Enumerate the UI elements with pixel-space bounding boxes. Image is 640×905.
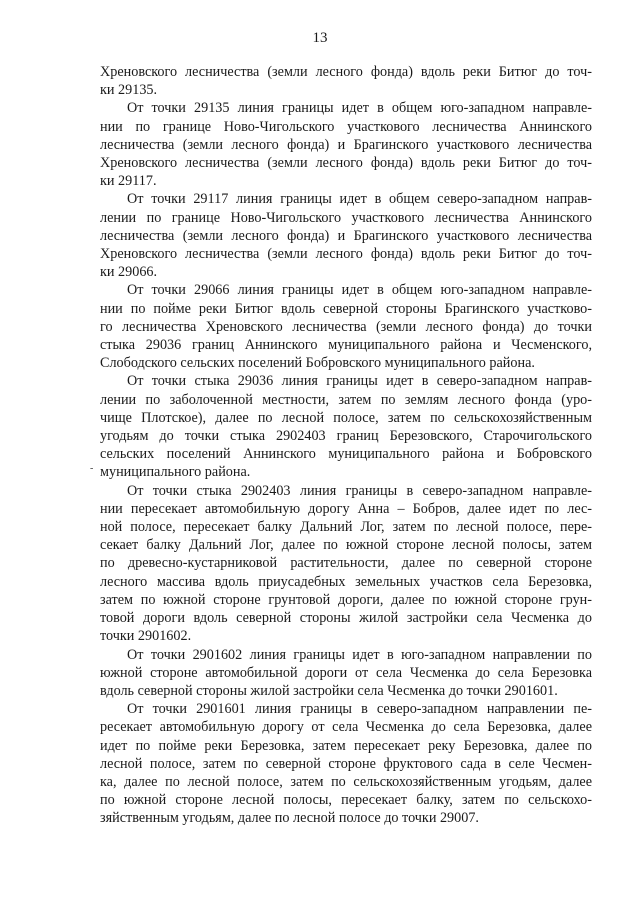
text-line: го лесничества Хреновского лесничества (земли лесного фонда) до точки (100, 318, 592, 335)
paragraph (100, 700, 592, 827)
document-body (100, 63, 592, 828)
paragraph (100, 482, 592, 646)
text-line: идет по пойме реки Березовка, затем пересекает реку Березовка, далее по (100, 737, 592, 754)
text-line: южной стороне автомобильной дороги от села Чесменка до села Березовка (100, 664, 592, 681)
text-line: От точки 29066 линия границы идет в общем юго-западном направле- (127, 282, 592, 299)
text-line: От точки 2901601 линия границы в северо-западном направлении пе- (127, 701, 592, 718)
text-line: лесничества (земли лесного фонда) и Брагинского участкового лесничества (100, 227, 592, 244)
text-line: ка, далее по лесной полосе, затем по сельскохозяйственным угодьям, далее (100, 773, 592, 790)
text-line: ресекает автомобильную дорогу от села Чесменка до села Березовка, далее (100, 719, 592, 736)
text-line: зяйственным угодьям, далее по лесной полосе до точки 29007. (100, 810, 479, 827)
paragraph (100, 281, 592, 372)
margin-mark: - (90, 463, 94, 474)
text-line: Хреновского лесничества (земли лесного фонда) вдоль реки Битюг до точ- (100, 64, 592, 80)
text-line: точки 2901602. (100, 628, 192, 645)
paragraph (100, 646, 592, 701)
text-line: Слободского сельских поселений Бобровского муниципального района. (100, 355, 535, 372)
text-line: товой дороги вдоль северной стороны жилой застройки села Чесменка до (100, 610, 592, 627)
page-number: 13 (312, 30, 328, 46)
text-line: Хреновского лесничества (земли лесного фонда) вдоль реки Битюг до точ- (100, 155, 592, 172)
text-line: лесничества (земли лесного фонда) и Брагинского участкового лесничества (100, 136, 592, 153)
text-line: по южной стороне лесной полосы, пересекает балку, затем по сельскохо- (100, 792, 592, 809)
text-line: От точки стыка 2902403 линия границы в северо-западном направле- (127, 482, 592, 499)
text-line: От точки стыка 29036 линия границы идет в северо-западном направ- (127, 373, 592, 390)
text-line: Хреновского лесничества (земли лесного фонда) вдоль реки Битюг до точ- (100, 246, 592, 263)
text-line: лении по границе Ново-Чигольского участкового лесничества Аннинского (100, 209, 592, 226)
text-line: лесной полосе, затем по северной стороне фруктового сада в селе Чесмен- (100, 755, 592, 772)
paragraph (100, 99, 592, 190)
text-line: нии по границе Ново-Чигольского участкового лесничества Аннинского (100, 118, 592, 135)
paragraph (100, 190, 592, 281)
text-line: ки 29117. (100, 173, 157, 190)
text-line: лении по заболоченной местности, затем по землям лесного фонда (уро- (100, 391, 592, 408)
text-line: От точки 29117 линия границы идет в общем северо-западном направ- (127, 191, 592, 208)
text-line: сельских поселений Аннинского муниципального района и Бобровского (100, 446, 592, 463)
text-line: нии по пойме реки Битюг вдоль северной стороны Брагинского участково- (100, 300, 592, 317)
text-line: От точки 29135 линия границы идет в общем юго-западном направле- (127, 100, 592, 117)
text-line: чище Плотское), далее по лесной полосе, затем по сельскохозяйственным (100, 409, 592, 426)
paragraph (100, 372, 592, 481)
text-line: От точки 2901602 линия границы идет в юго-западном направлении по (127, 646, 592, 663)
text-line: по древесно-кустарниковой растительности, далее по северной стороне (100, 555, 592, 572)
text-line: стыка 29036 границ Аннинского муниципального района и Чесменского, (100, 337, 592, 354)
text-line: угодьям до точки стыка 2902403 границ Березовского, Старочигольского (100, 428, 592, 445)
text-line: лесного массива вдоль приусадебных земельных участков села Березовка, (100, 573, 592, 590)
text-line: секает балку Дальний Лог, далее по южной стороне лесной полосы, затем (100, 537, 592, 554)
text-line: ки 29066. (100, 264, 158, 281)
paragraph (100, 63, 592, 99)
text-line: вдоль северной стороны жилой застройки села Чесменка до точки 2901601. (100, 682, 558, 699)
text-line: ки 29135. (100, 82, 158, 99)
text-line: затем по южной стороне грунтовой дороги, далее по южной стороне грун- (100, 591, 592, 608)
text-line: муниципального района. (100, 464, 251, 481)
text-line: нии пересекает автомобильную дорогу Анна – Бобров, далее идет по лес- (100, 500, 592, 517)
text-line: ной полосе, пересекает балку Дальний Лог, затем по лесной полосе, пере- (100, 519, 592, 536)
